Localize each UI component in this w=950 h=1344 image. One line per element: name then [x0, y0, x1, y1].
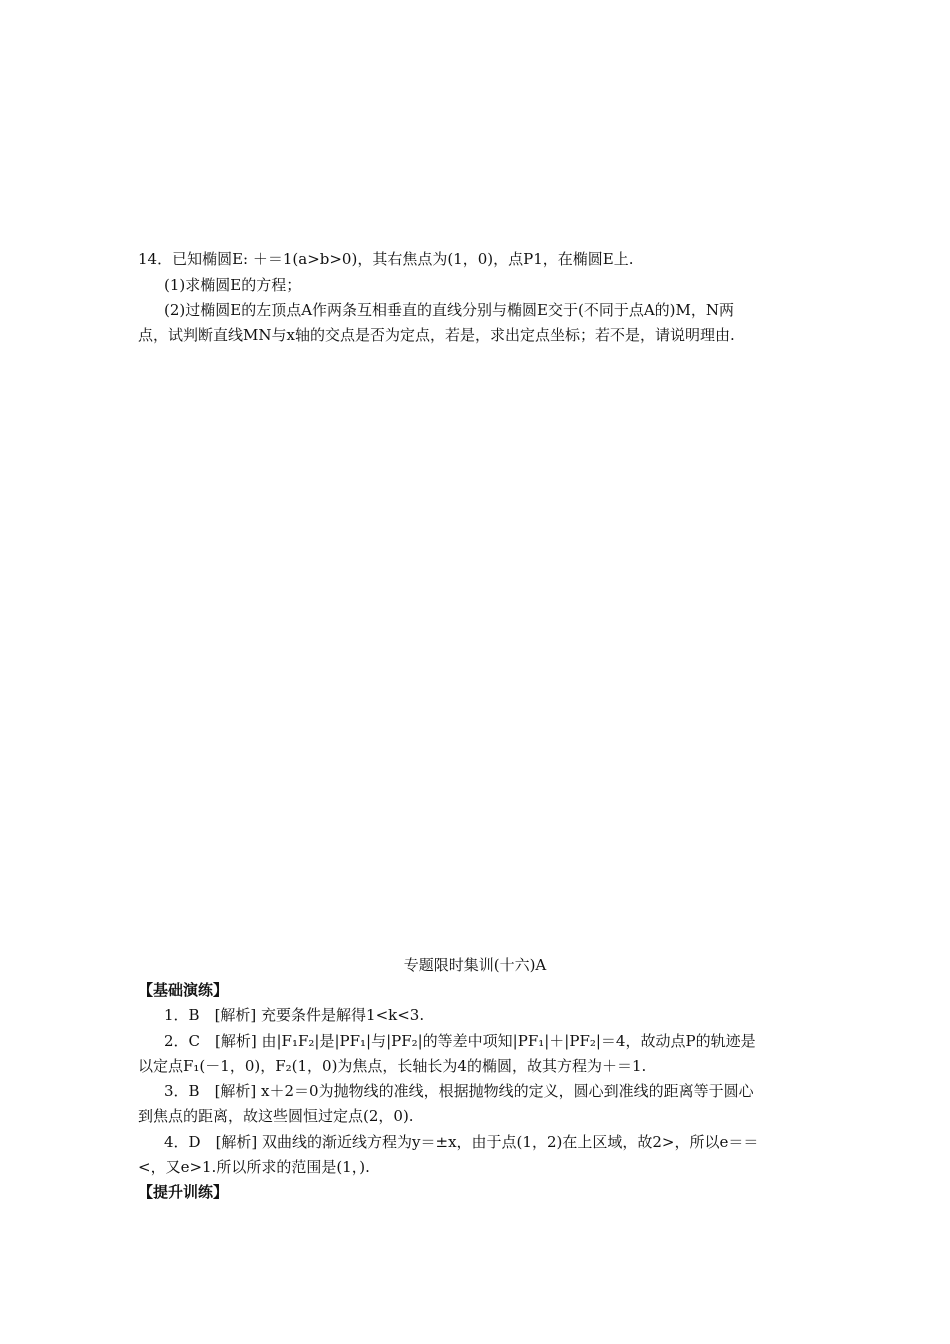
problem-14-part-1: (1)求椭圆E的方程；: [164, 276, 302, 294]
problem-14-part-2-line-1: (2)过椭圆E的左顶点A作两条互相垂直的直线分别与椭圆E交于(不同于点A的)M，N两: [164, 301, 735, 319]
answer-2-line-1: 2．C [解析] 由|F₁F₂|是|PF₁|与|PF₂|的等差中项知|PF₁|＋|PF₂|＝4，故动点P的轨迹是: [164, 1032, 756, 1050]
answer-title: 专题限时集训(十六)A: [403, 956, 547, 974]
section-advanced-heading: 【提升训练】: [138, 1183, 229, 1201]
answer-2-line-2: 以定点F₁(－1，0)，F₂(1，0)为焦点，长轴长为4的椭圆，故其方程为＋＝1.: [138, 1057, 647, 1075]
problem-14-statement: 14．已知椭圆E: ＋＝1(a>b>0)，其右焦点为(1，0)，点P1，在椭圆E上.: [138, 250, 634, 268]
answer-3-line-2: 到焦点的距离，故这些圆恒过定点(2，0).: [138, 1107, 414, 1125]
answer-3-line-1: 3．B [解析] x＋2＝0为抛物线的准线，根据抛物线的定义，圆心到准线的距离等于圆心: [164, 1082, 754, 1100]
problem-14-part-2-line-2: 点，试判断直线MN与x轴的交点是否为定点，若是，求出定点坐标；若不是，请说明理由.: [138, 326, 735, 344]
section-basic-heading: 【基础演练】: [138, 981, 229, 999]
answer-4-line-2: <，又e>1.所以所求的范围是(1，).: [138, 1158, 370, 1176]
answer-1: 1．B [解析] 充要条件是解得1<k<3.: [164, 1006, 425, 1024]
answer-4-line-1: 4．D [解析] 双曲线的渐近线方程为y＝±x，由于点(1，2)在上区域，故2>，所以e＝＝: [164, 1133, 759, 1151]
